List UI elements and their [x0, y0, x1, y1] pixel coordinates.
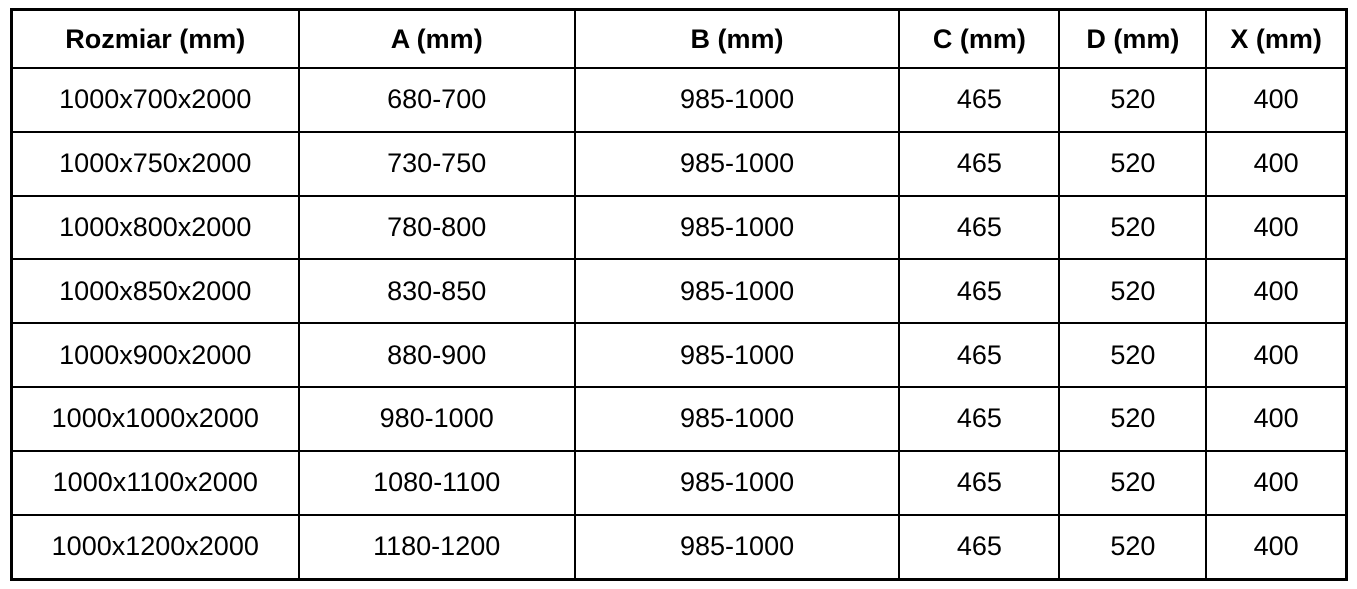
- table-cell: 465: [899, 515, 1059, 580]
- table-cell: 985-1000: [575, 132, 899, 196]
- column-header: D (mm): [1059, 10, 1206, 69]
- table-cell: 985-1000: [575, 451, 899, 515]
- table-cell: 1000x1200x2000: [12, 515, 299, 580]
- table-cell: 400: [1206, 387, 1346, 451]
- table-cell: 400: [1206, 68, 1346, 132]
- table-cell: 520: [1059, 451, 1206, 515]
- table-cell: 465: [899, 68, 1059, 132]
- table-cell: 465: [899, 132, 1059, 196]
- column-header: X (mm): [1206, 10, 1346, 69]
- size-spec-table: [10, 8, 1348, 581]
- table-cell: 520: [1059, 515, 1206, 580]
- table-cell: 520: [1059, 387, 1206, 451]
- table-cell: 520: [1059, 132, 1206, 196]
- table-row: [12, 259, 1347, 323]
- table-cell: 830-850: [299, 259, 575, 323]
- table-row: [12, 68, 1347, 132]
- table-cell: 465: [899, 387, 1059, 451]
- table-cell: 520: [1059, 259, 1206, 323]
- table-cell: 1000x750x2000: [12, 132, 299, 196]
- table-cell: 1000x850x2000: [12, 259, 299, 323]
- table-row: [12, 387, 1347, 451]
- table-cell: 465: [899, 323, 1059, 387]
- table-cell: 1000x1100x2000: [12, 451, 299, 515]
- table-cell: 985-1000: [575, 323, 899, 387]
- table-cell: 1000x900x2000: [12, 323, 299, 387]
- table-row: [12, 132, 1347, 196]
- table-cell: 680-700: [299, 68, 575, 132]
- table-cell: 780-800: [299, 196, 575, 260]
- table-cell: 985-1000: [575, 515, 899, 580]
- table-row: [12, 196, 1347, 260]
- table-cell: 1180-1200: [299, 515, 575, 580]
- table-cell: 400: [1206, 132, 1346, 196]
- table-cell: 980-1000: [299, 387, 575, 451]
- table-row: [12, 323, 1347, 387]
- table-cell: 730-750: [299, 132, 575, 196]
- table-cell: 1000x700x2000: [12, 68, 299, 132]
- table-cell: 400: [1206, 323, 1346, 387]
- table-cell: 520: [1059, 68, 1206, 132]
- table-cell: 400: [1206, 451, 1346, 515]
- table-cell: 400: [1206, 515, 1346, 580]
- table-cell: 465: [899, 196, 1059, 260]
- table-row: [12, 451, 1347, 515]
- table-body: [12, 68, 1347, 580]
- column-header: C (mm): [899, 10, 1059, 69]
- table-cell: 400: [1206, 196, 1346, 260]
- table-cell: 1000x1000x2000: [12, 387, 299, 451]
- column-header: A (mm): [299, 10, 575, 69]
- table-cell: 985-1000: [575, 68, 899, 132]
- table-cell: 400: [1206, 259, 1346, 323]
- table-cell: 985-1000: [575, 196, 899, 260]
- column-header: B (mm): [575, 10, 899, 69]
- table-cell: 880-900: [299, 323, 575, 387]
- table-cell: 520: [1059, 196, 1206, 260]
- table-cell: 465: [899, 259, 1059, 323]
- table-cell: 465: [899, 451, 1059, 515]
- table-cell: 1080-1100: [299, 451, 575, 515]
- column-header: Rozmiar (mm): [12, 10, 299, 69]
- table-cell: 985-1000: [575, 387, 899, 451]
- table-cell: 1000x800x2000: [12, 196, 299, 260]
- header-row: [12, 10, 1347, 69]
- table-cell: 520: [1059, 323, 1206, 387]
- table-cell: 985-1000: [575, 259, 899, 323]
- table-row: [12, 515, 1347, 580]
